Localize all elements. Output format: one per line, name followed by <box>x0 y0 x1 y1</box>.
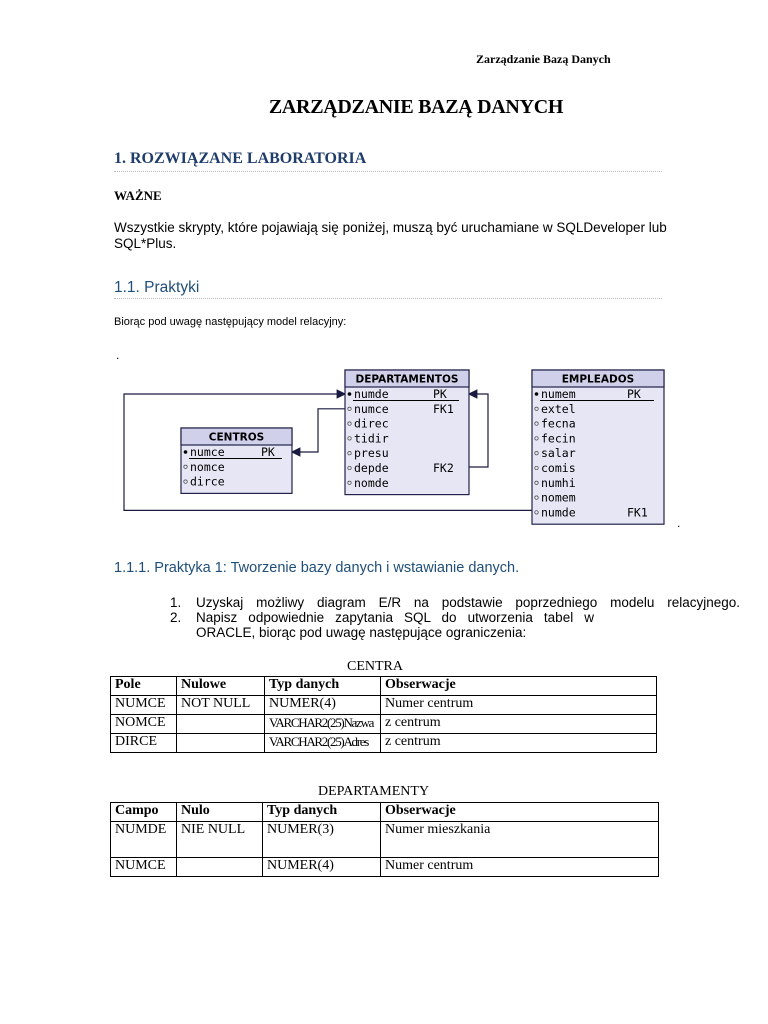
column-header: Nulowe <box>177 677 265 696</box>
column-name: extel <box>541 401 576 416</box>
pk-bullet-icon <box>348 392 352 396</box>
column-header: Obserwacje <box>381 803 659 822</box>
column-name: presu <box>354 446 389 461</box>
column-name: salar <box>541 446 576 461</box>
column-name: numce <box>190 445 225 459</box>
table-cell: NUMDE <box>111 822 177 858</box>
model-intro-text: Biorąc pod uwagę następujący model relacyjny: <box>114 316 347 328</box>
table-cell: NUMER(4) <box>263 858 381 877</box>
list-number: 1. <box>170 595 182 610</box>
departamenty-table <box>110 802 659 877</box>
column-header: Typ danych <box>263 803 381 822</box>
list-number: 2. <box>170 610 182 625</box>
pk-bullet-icon <box>535 392 539 396</box>
column-name: comis <box>541 461 576 475</box>
column-name: fecin <box>541 431 576 446</box>
column-name: direc <box>354 416 389 431</box>
column-name: numde <box>541 505 576 520</box>
table-row <box>111 696 657 715</box>
centra-table <box>110 676 657 753</box>
table-cell: NUMER(3) <box>263 822 381 858</box>
table-cell: NUMER(4) <box>265 696 381 715</box>
column-key: PK <box>627 387 641 401</box>
entity-title: EMPLEADOS <box>561 373 635 386</box>
table-cell <box>177 858 263 877</box>
section-heading-1-1-1: 1.1.1. Praktyka 1: Tworzenie bazy danych i wstawianie danych. <box>114 560 520 576</box>
task-list <box>170 595 740 640</box>
column-name: numem <box>541 387 576 401</box>
dot-mark: . <box>677 516 681 530</box>
fk-line-self-reference <box>469 394 488 467</box>
section-heading-1: 1. ROZWIĄZANE LABORATORIA <box>114 150 367 167</box>
table-cell: NIE NULL <box>177 822 263 858</box>
table-cell: Numer mieszkania <box>381 822 659 858</box>
column-name: nomem <box>541 490 576 505</box>
table-caption-centra: CENTRA <box>347 659 403 674</box>
column-header: Typ danych <box>265 677 381 696</box>
table-cell: VARCHAR2(25)Nazwa <box>265 715 381 734</box>
pk-bullet-icon <box>184 450 188 454</box>
column-name: nomde <box>354 475 389 490</box>
list-item-text: ORACLE, biorąc pod uwagę następujące ograniczenia: <box>196 625 527 640</box>
column-name: numhi <box>541 475 576 490</box>
column-header: Campo <box>111 803 177 822</box>
table-row <box>111 858 659 877</box>
important-label: WAŻNE <box>114 188 162 203</box>
table-row <box>111 734 657 753</box>
running-header: Zarządzanie Bazą Danych <box>476 52 611 66</box>
column-name: numce <box>354 401 389 416</box>
column-name: tidir <box>354 431 389 446</box>
table-cell: NUMCE <box>111 858 177 877</box>
table-cell: z centrum <box>381 715 657 734</box>
list-item <box>170 610 740 640</box>
table-header-row <box>111 677 657 696</box>
table-cell: z centrum <box>381 734 657 753</box>
intro-paragraph: Wszystkie skrypty, które pojawiają się poniżej, muszą być uruchamiane w SQLDeveloper lub SQL*Plus. <box>114 220 667 251</box>
fk-line-departamentos-centros <box>292 409 345 452</box>
column-name: depde <box>354 461 389 475</box>
column-name: dirce <box>190 474 225 489</box>
table-row <box>111 822 659 858</box>
table-cell: VARCHAR2(25)Adres <box>265 734 381 753</box>
table-cell: NOMCE <box>111 715 177 734</box>
table-caption-departamenty: DEPARTAMENTY <box>318 784 430 799</box>
table-cell: DIRCE <box>111 734 177 753</box>
column-key: PK <box>261 445 275 459</box>
document-title: ZARZĄDZANIE BAZĄ DANYCH <box>268 96 564 118</box>
column-name: numde <box>354 387 389 401</box>
table-cell <box>177 715 265 734</box>
table-cell: NUMCE <box>111 696 177 715</box>
column-name: nomce <box>190 459 225 474</box>
entity-empleados <box>532 370 664 524</box>
column-header: Pole <box>111 677 177 696</box>
column-key: PK <box>433 387 447 401</box>
column-key: FK1 <box>627 505 648 520</box>
table-row <box>111 715 657 734</box>
dot-mark: . <box>116 348 120 362</box>
list-item <box>170 595 740 610</box>
table-cell: Numer centrum <box>381 858 659 877</box>
table-cell: NOT NULL <box>177 696 265 715</box>
entity-departamentos <box>345 370 469 495</box>
entity-centros <box>181 428 292 493</box>
entity-title: CENTROS <box>208 431 265 444</box>
column-header: Nulo <box>177 803 263 822</box>
column-key: FK2 <box>433 461 454 475</box>
column-name: fecna <box>541 416 576 431</box>
column-key: FK1 <box>433 401 454 416</box>
section-heading-1-1: 1.1. Praktyki <box>114 279 200 296</box>
column-header: Obserwacje <box>381 677 657 696</box>
list-item-text: Uzyskaj możliwy diagram E/R na podstawie poprzedniego modelu relacyjnego. <box>196 595 740 610</box>
list-item-text: Napisz odpowiednie zapytania SQL do utworzenia tabel w <box>196 610 594 625</box>
table-cell: Numer centrum <box>381 696 657 715</box>
table-cell <box>177 734 265 753</box>
table-header-row <box>111 803 659 822</box>
entity-title: DEPARTAMENTOS <box>355 373 459 386</box>
